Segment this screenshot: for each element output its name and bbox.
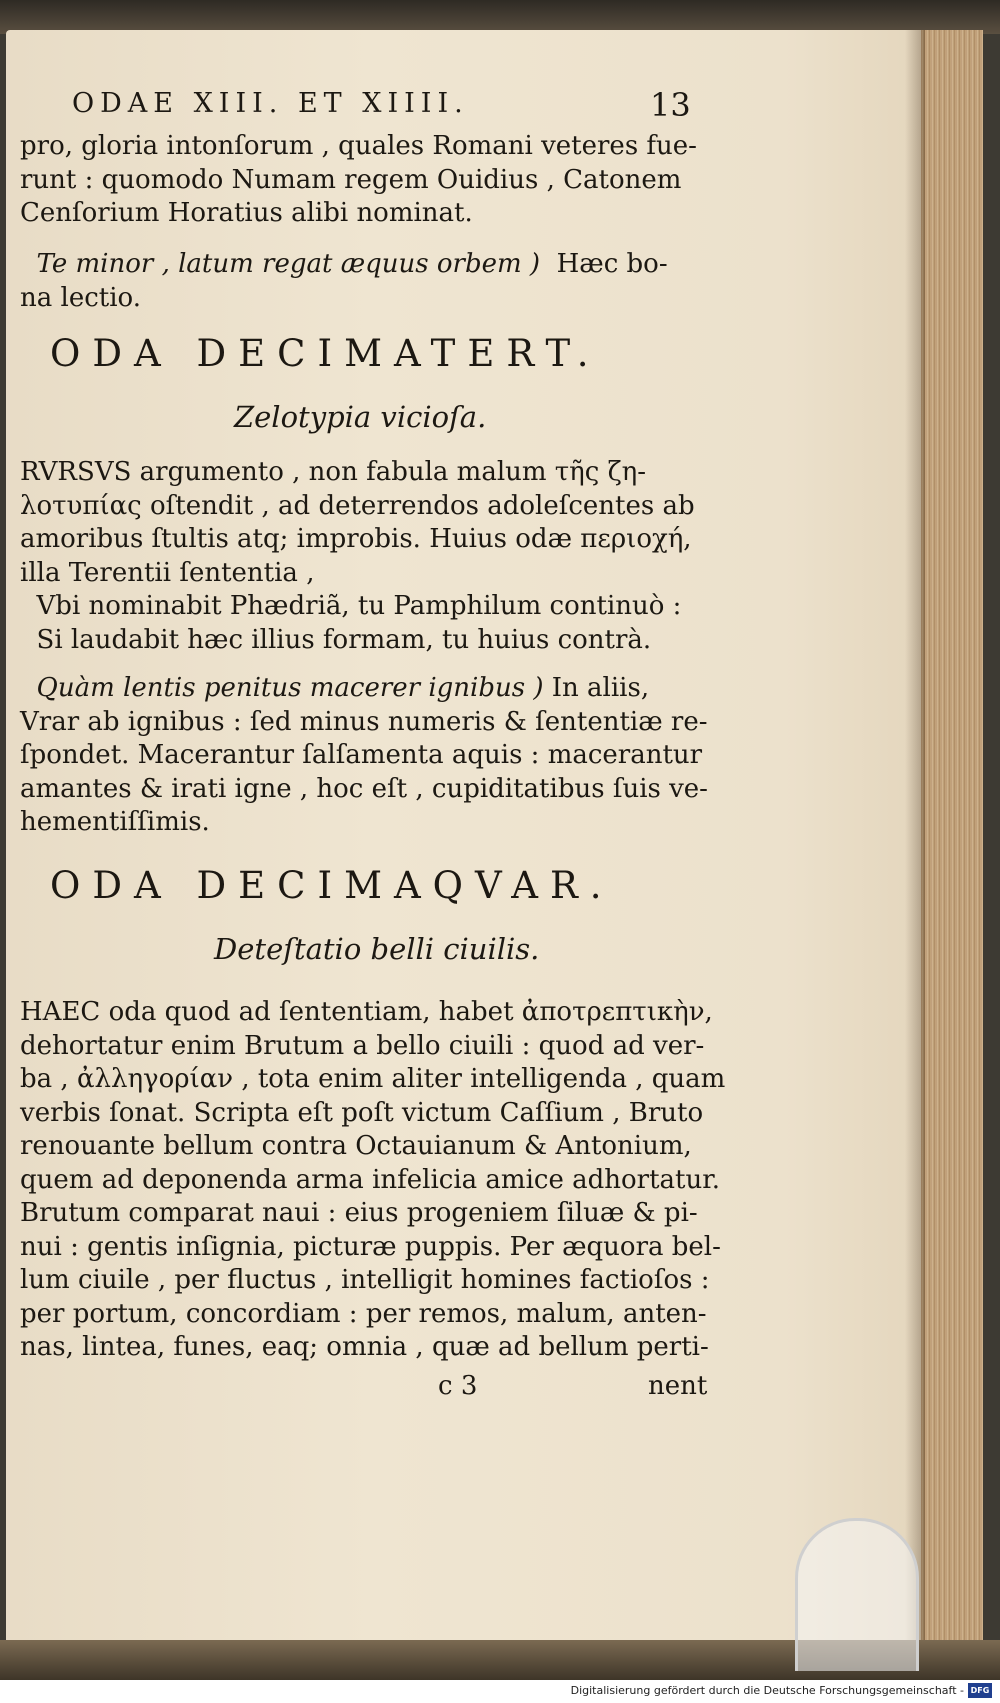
lemma-rest: Hæc bo-: [556, 249, 668, 279]
text-line: per portum, concordiam : per remos, malum, anten-: [20, 1298, 707, 1329]
top-book-edge: [0, 0, 1000, 34]
text-line: amantes & irati igne , hoc eſt , cupiditatibus ſuis ve-: [20, 773, 708, 804]
text-line: amoribus ſtultis atq; improbis. Huius odæ περιοχή,: [20, 524, 692, 554]
text-line: Cenſorium Horatius alibi nominat.: [20, 198, 473, 228]
ode13-subtitle: Zelotypia vicioſa.: [234, 400, 487, 434]
text-line: Vrar ab ignibus : ſed minus numeris & ſententiæ re-: [20, 706, 708, 737]
ode14-subtitle: Deteſtatio belli ciuilis.: [214, 932, 540, 966]
lemma: Quàm lentis penitus macerer ignibus ): [36, 673, 544, 703]
text-line: ſpondet. Macerantur ſalſamenta aquis : macerantur: [20, 740, 703, 770]
text-line: λοτυπίας oſtendit , ad deterrendos adoleſcentes ab: [20, 490, 695, 521]
page-edges: [921, 30, 983, 1655]
text-line: renouante bellum contra Octauianum & Antonium,: [20, 1131, 692, 1161]
quote-text: Si laudabit hæc illius formam, tu huius contrà.: [36, 624, 652, 655]
text-line: verbis ſonat. Scripta eſt poſt victum Caſſium , Bruto: [20, 1097, 704, 1128]
quote-line: [20, 590, 700, 624]
signature-mark: c 3: [438, 1371, 478, 1401]
text-line: RVRSVS argumento , non fabula malum τῆς ζη-: [20, 457, 647, 487]
text-line: quem ad deponenda arma infelicia amice adhortatur.: [20, 1164, 721, 1195]
lemma: Te minor , latum regat æquus orbem ): [36, 249, 541, 279]
text-line: nas, lintea, funes, eaq; omnia , quæ ad bellum perti-: [20, 1332, 709, 1362]
text-line: HAEC oda quod ad ſententiam, habet ἀποτρεπτικὴν,: [20, 997, 713, 1027]
text-line: nui : gentis inſignia, picturæ puppis. Per æquora bel-: [20, 1231, 721, 1262]
quote-text: Vbi nominabit Phædriã, tu Pamphilum continuò :: [36, 591, 682, 621]
lemma-line: [20, 672, 700, 706]
block1-text: [20, 130, 700, 231]
footer-bar: [0, 1680, 1000, 1703]
lemma-rest: In aliis,: [551, 673, 650, 703]
ode13-commentary: [20, 672, 708, 840]
quote-line: [20, 624, 700, 658]
text-line: pro, gloria intonſorum , quales Romani veteres fue-: [20, 131, 697, 161]
bookmark-tab: [795, 1518, 919, 1671]
footer-credit: Digitalisierung gefördert durch die Deutsche Forschungsgemeinschaft -: [570, 1684, 964, 1697]
text-line: na lectio.: [20, 282, 141, 313]
page-number: 13: [650, 86, 691, 124]
text-line: dehortatur enim Brutum a bello ciuili : quod ad ver-: [20, 1030, 705, 1061]
block2-text: [20, 248, 700, 315]
text-line: lum ciuile , per fluctus , intelligit homines factioſos :: [20, 1265, 710, 1295]
ode13-heading: ODA DECIMATERT.: [50, 332, 601, 375]
text-line: illa Terentii ſententia ,: [20, 557, 315, 588]
text-line: ba , ἀλληγορίαν , tota enim aliter intelligenda , quam: [20, 1064, 726, 1094]
running-head-title: ODAE XIII. ET XIIII.: [72, 88, 469, 119]
ode14-text: [20, 996, 726, 1365]
dfg-logo: DFG: [968, 1683, 992, 1698]
ode14-heading: ODA DECIMAQVAR.: [50, 864, 614, 907]
catchword: nent: [648, 1371, 708, 1401]
text-line: Brutum comparat naui : eius progeniem ſiluæ & pi-: [20, 1198, 698, 1228]
gutter-shadow: [905, 30, 925, 1655]
text-line: runt : quomodo Numam regem Ouidius , Catonem: [20, 164, 682, 195]
lemma-line: [20, 248, 700, 282]
text-line: hementiſſimis.: [20, 807, 210, 837]
ode13-text: [20, 456, 700, 657]
